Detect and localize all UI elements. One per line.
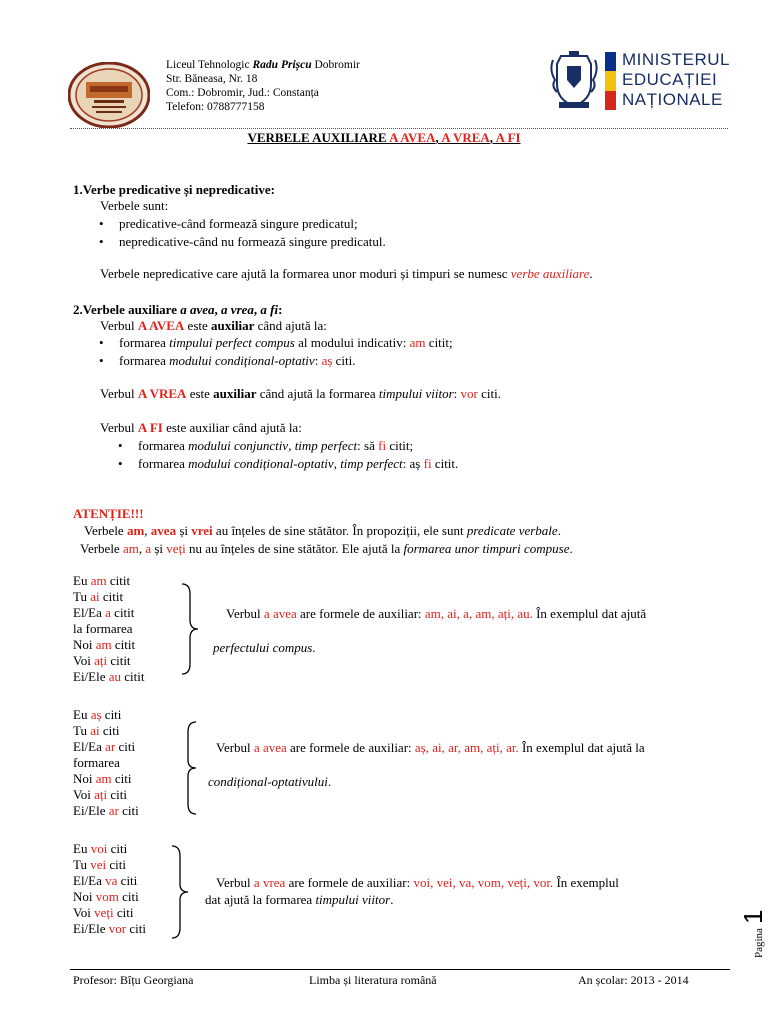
list-item: • formarea timpului perfect compus al modului indicativ: am citit; xyxy=(95,335,453,351)
avea-list xyxy=(95,335,453,369)
romanian-flag-icon xyxy=(605,52,616,110)
example-1-description-line-2: perfectului compus. xyxy=(213,640,316,655)
list-item: • formarea modului conjunctiv, timp perfect: să fi citit; xyxy=(114,438,458,454)
footer-teacher: Profesor: Bîțu Georgiana xyxy=(73,973,194,987)
example-2-description-line-2: condițional-optativului. xyxy=(208,774,332,789)
ministry-line-1: MINISTERUL xyxy=(622,50,730,69)
title-verb-fi: A FI xyxy=(495,130,521,145)
list-item: • formarea modului condițional-optativ, timp perfect: aș fi citit. xyxy=(114,456,458,472)
list-item: Tu ai citi xyxy=(73,723,120,738)
list-item: • formarea modului condițional-optativ: aș citi. xyxy=(95,353,453,369)
list-item: Voi ați citi xyxy=(73,787,127,802)
ministry-name xyxy=(622,50,730,110)
section-1-list xyxy=(95,216,386,250)
atentie-line-1: Verbele am, avea și vrei au înțeles de sine stătător. În propoziții, ele sunt predicate verbale. xyxy=(84,523,561,538)
list-item: Ei/Ele vor citi xyxy=(73,921,146,936)
ministry-line-2: EDUCAȚIEI xyxy=(622,70,718,89)
atentie-line-2: Verbele am, a și veți nu au înțeles de sine stătător. Ele ajută la formarea unor timpuri compuse. xyxy=(80,541,573,556)
page-title: VERBELE AUXILIARE A AVEA, A VREA, A FI xyxy=(247,130,521,145)
example-3-description-line-2: dat ajută la formarea timpului viitor. xyxy=(205,892,394,907)
footer-school-year: An școlar: 2013 - 2014 xyxy=(578,973,689,987)
section-1-intro: Verbele sunt: xyxy=(100,198,169,213)
brace-icon xyxy=(168,844,192,940)
school-street: Str. Băneasa, Nr. 18 xyxy=(166,73,258,85)
vrea-definition: Verbul A VREA este auxiliar când ajută la formarea timpului viitor: vor citi. xyxy=(100,386,501,401)
school-name: Radu Prișcu xyxy=(252,59,312,71)
list-item: Eu voi citi xyxy=(73,841,128,856)
list-item: Ei/Ele ar citi xyxy=(73,803,139,818)
example-2-conjugation xyxy=(73,707,139,819)
fi-list xyxy=(114,438,458,472)
school-phone: Telefon: 0788777158 xyxy=(166,101,265,113)
avea-definition: Verbul A AVEA este auxiliar când ajută la: xyxy=(100,318,327,333)
school-commune: Com.: Dobromir, Jud.: Constanța xyxy=(166,87,319,99)
example-2-description: Verbul a avea are formele de auxiliar: aș, ai, ar, am, ați, ar. În exemplul dat ajută la xyxy=(216,740,645,755)
list-item: El/Ea ar citi xyxy=(73,739,136,754)
list-item: El/Ea va citi xyxy=(73,873,138,888)
list-item: Ei/Ele au citit xyxy=(73,669,145,684)
page-number-value: 1 xyxy=(738,909,768,925)
header-divider xyxy=(70,128,728,129)
list-item: • predicative-când formează singure predicatul; xyxy=(95,216,386,232)
list-item: Tu vei citi xyxy=(73,857,126,872)
page-label: Pagina xyxy=(753,928,765,958)
title-verb-vrea: A VREA xyxy=(441,130,490,145)
example-1-conjugation xyxy=(73,573,145,685)
ministry-line-3: NAȚIONALE xyxy=(622,90,723,109)
list-item: formarea xyxy=(73,755,120,770)
list-item: Eu aș citi xyxy=(73,707,122,722)
example-3-description: Verbul a vrea are formele de auxiliar: voi, vei, va, vom, veți, vor. În exemplul xyxy=(216,875,619,890)
list-item: Voi ați citit xyxy=(73,653,131,668)
school-prefix: Liceul Tehnologic xyxy=(166,59,253,71)
school-suffix: Dobromir xyxy=(311,59,360,71)
list-item: • nepredicative-când nu formează singure predicatul. xyxy=(95,234,386,250)
fi-definition: Verbul A FI este auxiliar când ajută la: xyxy=(100,420,302,435)
term-verbe-auxiliare: verbe auxiliare xyxy=(510,266,590,281)
footer-divider xyxy=(70,969,730,970)
school-logo xyxy=(68,62,150,128)
list-item: la formarea xyxy=(73,621,133,636)
ministry-coat-of-arms-icon xyxy=(547,50,601,110)
brace-icon xyxy=(178,582,202,676)
footer-subject: Limba și literatura română xyxy=(309,973,437,987)
list-item: El/Ea a citit xyxy=(73,605,135,620)
list-item: Voi veți citi xyxy=(73,905,134,920)
list-item: Noi am citi xyxy=(73,771,132,786)
example-1-description: Verbul a avea are formele de auxiliar: am, ai, a, am, ați, au. În exemplul dat ajută xyxy=(226,606,647,621)
section-1-heading: 1.Verbe predicative și nepredicative: xyxy=(73,182,275,197)
list-item: Eu am citit xyxy=(73,573,131,588)
atentie-heading: ATENȚIE!!! xyxy=(73,506,144,521)
school-header xyxy=(166,58,360,114)
title-verb-avea: A AVEA xyxy=(389,130,436,145)
section-1-paragraph: Verbele nepredicative care ajută la formarea unor moduri și timpuri se numesc verbe auxiliare. xyxy=(100,266,593,281)
list-item: Noi am citit xyxy=(73,637,136,652)
example-3-conjugation xyxy=(73,841,146,937)
list-item: Noi vom citi xyxy=(73,889,139,904)
section-2-heading: 2.Verbele auxiliare a avea, a vrea, a fi: xyxy=(73,302,283,317)
brace-icon xyxy=(182,720,206,816)
list-item: Tu ai citit xyxy=(73,589,124,604)
page-number xyxy=(738,888,768,958)
